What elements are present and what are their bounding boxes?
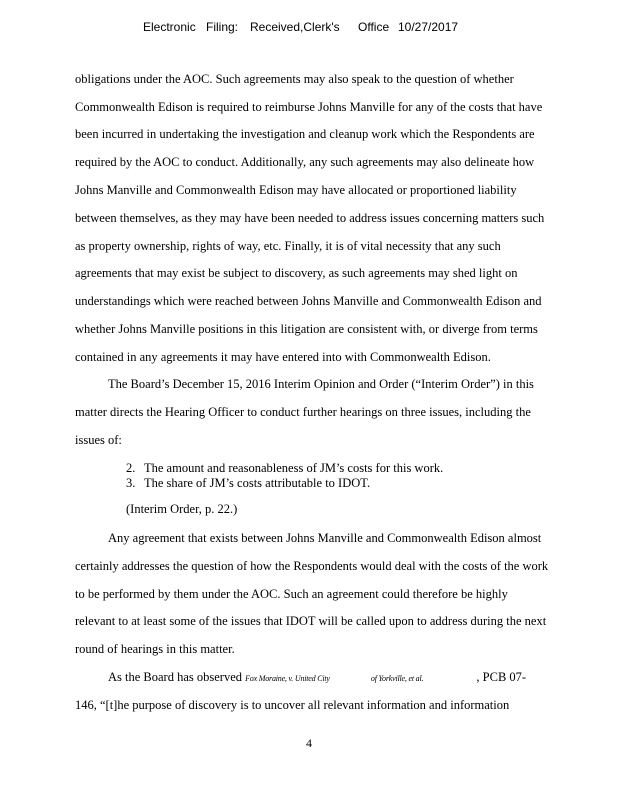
citation: (Interim Order, p. 22.) (126, 502, 238, 516)
list-number: 3. (126, 476, 136, 490)
paragraph-line: understandings which were reached between Johns Manville and Commonwealth Edison and (75, 294, 542, 308)
list-item (126, 476, 370, 491)
paragraph-line: agreements that may exist be subject to discovery, as such agreements may shed light on (75, 266, 518, 280)
paragraph-line (108, 670, 526, 686)
list-item (126, 461, 443, 476)
paragraph-line: matter directs the Hearing Officer to conduct further hearings on three issues, including the (75, 405, 531, 419)
header-office: Office (358, 20, 390, 34)
header-received: Received,Clerk's (250, 20, 340, 34)
case-name-part1: Fox Moraine, v. United City (245, 674, 330, 683)
paragraph-line: to be performed by them under the AOC. Such an agreement could therefore be highly (75, 587, 508, 601)
header-date: 10/27/2017 (398, 20, 459, 34)
case-name-part2: of Yorkville, et al. (370, 674, 424, 683)
paragraph-line: The Board’s December 15, 2016 Interim Opinion and Order (“Interim Order”) in this (108, 377, 534, 391)
paragraph-line: Any agreement that exists between Johns Manville and Commonwealth Edison almost (108, 531, 542, 545)
paragraph-line: been incurred in undertaking the investigation and cleanup work which the Respondents are (75, 127, 535, 141)
filing-header (0, 20, 618, 36)
paragraph-line: between themselves, as they may have been needed to address issues concerning matters such (75, 211, 545, 225)
paragraph-line: Johns Manville and Commonwealth Edison may have allocated or proportioned liability (75, 183, 517, 197)
paragraph-line: issues of: (75, 433, 122, 447)
paragraph-line: whether Johns Manville positions in this litigation are consistent with, or diverge from terms (75, 322, 538, 336)
paragraph-line: as property ownership, rights of way, etc. Finally, it is of vital necessity that any such (75, 239, 501, 253)
list-text: The share of JM’s costs attributable to IDOT. (144, 476, 371, 490)
paragraph-line: 146, “[t]he purpose of discovery is to uncover all relevant information and information (75, 698, 510, 712)
pcb-citation: , PCB 07- (476, 670, 527, 684)
page-number: 4 (306, 736, 312, 750)
header-electronic: Electronic (143, 20, 196, 34)
header-filing: Filing: (206, 20, 239, 34)
paragraph-line: relevant to at least some of the issues that IDOT will be called upon to address during the next (75, 614, 547, 628)
paragraph-intro: As the Board has observed (108, 670, 242, 684)
paragraph-line: certainly addresses the question of how the Respondents would deal with the costs of the work (75, 559, 549, 573)
paragraph-line: round of hearings in this matter. (75, 642, 235, 656)
paragraph-line: required by the AOC to conduct. Additionally, any such agreements may also delineate how (75, 155, 535, 169)
paragraph-line: Commonwealth Edison is required to reimburse Johns Manville for any of the costs that have (75, 100, 543, 114)
paragraph-line: contained in any agreements it may have entered into with Commonwealth Edison. (75, 350, 491, 364)
list-text: The amount and reasonableness of JM’s costs for this work. (144, 461, 444, 475)
paragraph-line: obligations under the AOC. Such agreements may also speak to the question of whether (75, 72, 514, 86)
list-number: 2. (126, 461, 136, 475)
